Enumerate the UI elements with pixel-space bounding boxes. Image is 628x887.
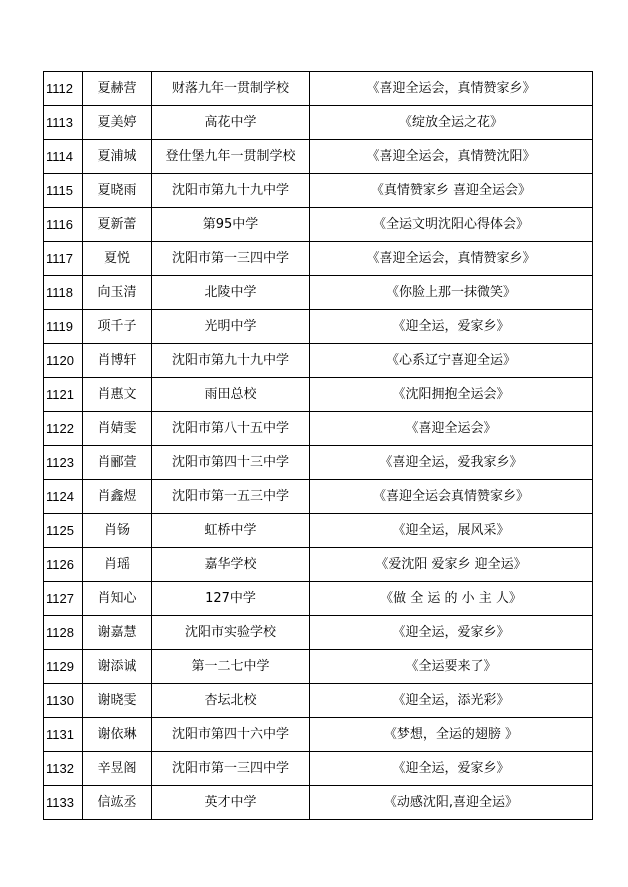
- essay-title-cell: 《喜迎全运会，真情赞家乡》: [310, 72, 593, 106]
- entry-number-cell: 1123: [44, 446, 83, 480]
- entries-table: [43, 71, 593, 820]
- student-name-cell: 谢晓雯: [83, 684, 152, 718]
- essay-title-cell: 《迎全运，爱家乡》: [310, 752, 593, 786]
- table-row: [44, 106, 593, 140]
- table-row: [44, 480, 593, 514]
- entry-number-cell: 1124: [44, 480, 83, 514]
- student-name-cell: 夏浦城: [83, 140, 152, 174]
- essay-title-cell: 《动感沈阳,喜迎全运》: [310, 786, 593, 820]
- school-name-cell: 杏坛北校: [152, 684, 310, 718]
- table-row: [44, 310, 593, 344]
- table-row: [44, 514, 593, 548]
- student-name-cell: 肖钖: [83, 514, 152, 548]
- table-row: [44, 344, 593, 378]
- essay-title-cell: 《喜迎全运会，真情赞家乡》: [310, 242, 593, 276]
- student-name-cell: 夏新蕾: [83, 208, 152, 242]
- table-row: [44, 140, 593, 174]
- student-name-cell: 辛昱阁: [83, 752, 152, 786]
- student-name-cell: 项千子: [83, 310, 152, 344]
- essay-title-cell: 《喜迎全运会，真情赞沈阳》: [310, 140, 593, 174]
- school-name-cell: 第95中学: [152, 208, 310, 242]
- school-name-cell: 高花中学: [152, 106, 310, 140]
- table-row: [44, 548, 593, 582]
- entry-number-cell: 1117: [44, 242, 83, 276]
- table-row: [44, 582, 593, 616]
- table-row: [44, 412, 593, 446]
- school-name-cell: 嘉华学校: [152, 548, 310, 582]
- school-name-cell: 虹桥中学: [152, 514, 310, 548]
- essay-title-cell: 《心系辽宁喜迎全运》: [310, 344, 593, 378]
- entry-number-cell: 1132: [44, 752, 83, 786]
- essay-title-cell: 《全运文明沈阳心得体会》: [310, 208, 593, 242]
- table-row: [44, 208, 593, 242]
- essay-title-cell: 《迎全运，爱家乡》: [310, 310, 593, 344]
- essay-title-cell: 《喜迎全运会真情赞家乡》: [310, 480, 593, 514]
- essay-title-cell: 《喜迎全运会》: [310, 412, 593, 446]
- entry-number-cell: 1120: [44, 344, 83, 378]
- student-name-cell: 肖知心: [83, 582, 152, 616]
- essay-title-cell: 《爱沈阳 爱家乡 迎全运》: [310, 548, 593, 582]
- essay-title-cell: 《绽放全运之花》: [310, 106, 593, 140]
- essay-title-cell: 《迎全运，展风采》: [310, 514, 593, 548]
- entry-number-cell: 1122: [44, 412, 83, 446]
- table-row: [44, 752, 593, 786]
- table-row: [44, 242, 593, 276]
- table-row: [44, 174, 593, 208]
- essay-title-cell: 《全运要来了》: [310, 650, 593, 684]
- essay-title-cell: 《迎全运，爱家乡》: [310, 616, 593, 650]
- school-name-cell: 登仕堡九年一贯制学校: [152, 140, 310, 174]
- school-name-cell: 沈阳市第一五三中学: [152, 480, 310, 514]
- student-name-cell: 信竑丞: [83, 786, 152, 820]
- school-name-cell: 沈阳市第九十九中学: [152, 174, 310, 208]
- entry-number-cell: 1118: [44, 276, 83, 310]
- entry-number-cell: 1127: [44, 582, 83, 616]
- entry-number-cell: 1125: [44, 514, 83, 548]
- essay-title-cell: 《迎全运，添光彩》: [310, 684, 593, 718]
- essay-title-cell: 《沈阳拥抱全运会》: [310, 378, 593, 412]
- entry-number-cell: 1121: [44, 378, 83, 412]
- table-row: [44, 616, 593, 650]
- entry-number-cell: 1115: [44, 174, 83, 208]
- student-name-cell: 夏悦: [83, 242, 152, 276]
- entry-number-cell: 1131: [44, 718, 83, 752]
- entry-number-cell: 1128: [44, 616, 83, 650]
- entry-number-cell: 1119: [44, 310, 83, 344]
- entry-number-cell: 1113: [44, 106, 83, 140]
- essay-title-cell: 《你脸上那一抹微笑》: [310, 276, 593, 310]
- student-name-cell: 谢嘉慧: [83, 616, 152, 650]
- school-name-cell: 沈阳市第四十六中学: [152, 718, 310, 752]
- school-name-cell: 财落九年一贯制学校: [152, 72, 310, 106]
- entries-table-body: [44, 72, 593, 820]
- student-name-cell: 肖郦萱: [83, 446, 152, 480]
- student-name-cell: 肖惠文: [83, 378, 152, 412]
- entry-number-cell: 1129: [44, 650, 83, 684]
- school-name-cell: 沈阳市第四十三中学: [152, 446, 310, 480]
- essay-title-cell: 《喜迎全运，爱我家乡》: [310, 446, 593, 480]
- entry-number-cell: 1116: [44, 208, 83, 242]
- table-row: [44, 684, 593, 718]
- school-name-cell: 沈阳市实验学校: [152, 616, 310, 650]
- essay-title-cell: 《梦想，全运的翅膀 》: [310, 718, 593, 752]
- entry-number-cell: 1114: [44, 140, 83, 174]
- table-row: [44, 786, 593, 820]
- school-name-cell: 北陵中学: [152, 276, 310, 310]
- table-row: [44, 718, 593, 752]
- student-name-cell: 向玉清: [83, 276, 152, 310]
- table-row: [44, 72, 593, 106]
- student-name-cell: 肖婧雯: [83, 412, 152, 446]
- student-name-cell: 夏赫营: [83, 72, 152, 106]
- table-row: [44, 446, 593, 480]
- school-name-cell: 英才中学: [152, 786, 310, 820]
- school-name-cell: 沈阳市第九十九中学: [152, 344, 310, 378]
- school-name-cell: 沈阳市第一三四中学: [152, 752, 310, 786]
- school-name-cell: 127中学: [152, 582, 310, 616]
- school-name-cell: 第一二七中学: [152, 650, 310, 684]
- entry-number-cell: 1126: [44, 548, 83, 582]
- student-name-cell: 谢依琳: [83, 718, 152, 752]
- school-name-cell: 雨田总校: [152, 378, 310, 412]
- entry-number-cell: 1130: [44, 684, 83, 718]
- entry-number-cell: 1112: [44, 72, 83, 106]
- table-row: [44, 378, 593, 412]
- table-row: [44, 650, 593, 684]
- school-name-cell: 沈阳市第八十五中学: [152, 412, 310, 446]
- student-name-cell: 肖鑫煜: [83, 480, 152, 514]
- student-name-cell: 夏晓雨: [83, 174, 152, 208]
- table-row: [44, 276, 593, 310]
- essay-title-cell: 《做 全 运 的 小 主 人》: [310, 582, 593, 616]
- student-name-cell: 肖瑶: [83, 548, 152, 582]
- entry-number-cell: 1133: [44, 786, 83, 820]
- student-name-cell: 谢添诚: [83, 650, 152, 684]
- school-name-cell: 沈阳市第一三四中学: [152, 242, 310, 276]
- student-name-cell: 夏美婷: [83, 106, 152, 140]
- school-name-cell: 光明中学: [152, 310, 310, 344]
- student-name-cell: 肖博轩: [83, 344, 152, 378]
- essay-title-cell: 《真情赞家乡 喜迎全运会》: [310, 174, 593, 208]
